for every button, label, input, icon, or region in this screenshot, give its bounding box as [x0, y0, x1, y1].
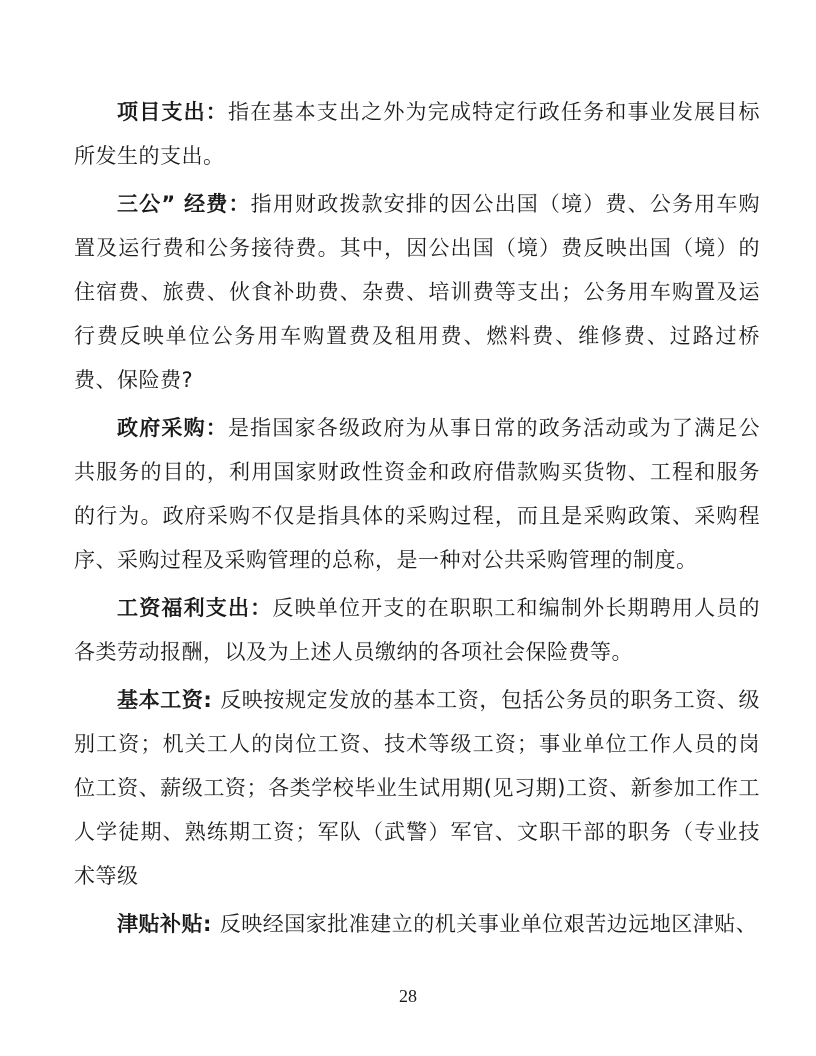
term-definition: 反映单位开支的在职职工和编制外长期聘用人员的各类劳动报酬，以及为上述人员缴纳的各项社会保险费等。 — [74, 596, 760, 664]
term-definition: 反映经国家批准建立的机关事业单位艰苦边远地区津贴、 — [219, 912, 758, 936]
paragraph-basic-salary — [74, 678, 760, 898]
paragraph-wage-welfare-expenditure — [74, 586, 760, 674]
term-label: 津贴补贴: — [117, 912, 220, 936]
term-label: 政府采购： — [117, 416, 228, 440]
page-number: 28 — [399, 986, 417, 1006]
paragraph-three-public-funds — [74, 182, 760, 402]
term-definition: 指在基本支出之外为完成特定行政任务和事业发展目标所发生的支出。 — [74, 100, 761, 168]
term-label: 工资福利支出： — [117, 596, 273, 620]
paragraph-government-procurement — [74, 406, 760, 582]
term-definition: 是指国家各级政府为从事日常的政务活动或为了满足公共服务的目的，利用国家财政性资金和政府借款购买货物、工程和服务的行为。政府采购不仅是指具体的采购过程，而且是采购政策、采购程序、采购过程及采购管理的总称，是一种对公共采购管理的制度。 — [74, 416, 761, 572]
paragraph-project-expenditure — [74, 90, 760, 178]
term-label: 基本工资: — [117, 688, 221, 712]
paragraph-allowances-subsidies — [74, 902, 760, 946]
term-label: 三公” 经费： — [117, 192, 251, 216]
text-body — [74, 90, 760, 950]
term-label: 项目支出： — [117, 100, 228, 124]
term-definition: 指用财政拨款安排的因公出国（境）费、公务用车购置及运行费和公务接待费。其中，因公出国（境）费反映出国（境）的住宿费、旅费、伙食补助费、杂费、培训费等支出；公务用车购置及运行费反映单位公务用车购置费及租用费、燃料费、维修费、过路过桥费、保险费? — [74, 192, 761, 392]
term-definition: 反映按规定发放的基本工资，包括公务员的职务工资、级别工资；机关工人的岗位工资、技术等级工资；事业单位工作人员的岗位工资、薪级工资；各类学校毕业生试用期(见习期)工资、新参加工作工人学徒期、熟练期工资；军队（武警）军官、文职干部的职务（专业技术等级 — [74, 688, 761, 888]
